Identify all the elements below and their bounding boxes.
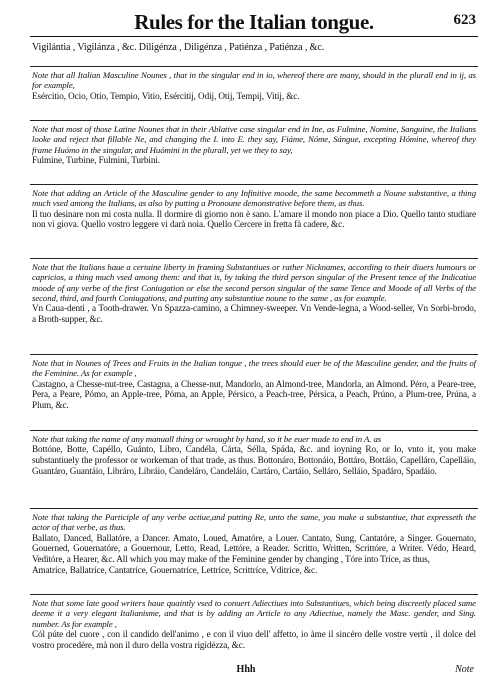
rule-example: Fulmine, Turbine, Fulmini, Turbini. [32,154,160,165]
page-number: 623 [453,12,476,28]
page-footer [0,664,492,680]
section-divider [30,508,478,509]
header-rule [30,36,478,37]
section-divider [30,594,478,595]
section-divider [30,184,478,185]
rule-note: Note that taking the Participle of any verbe actiue,and putting Re, unto the same, you make a substantiue, that expresseth the actor of that verbe, as thus. [32,512,476,533]
section-divider [30,430,478,431]
rule-example: Cól púte del cuore , con il candido dell'animo , e con il viuo dell' affetto, io àme il sincéro delle vostre vertù , il dolce del vostro procedére, mà non il duro della vostra rigidézza, &c. [32,628,476,650]
vocab-line: Vigilántia , Vigilánza , &c. Diligénza , Diligénza , Patiénza , Patiénza , &c. [32,42,325,53]
rule-example: Castagno, a Chesse-nut-tree, Castagna, a Chesse-nut, Mandorlo, an Almond-tree, Mandorla, an Almond. Péro, a Peare-tree, Pera, a Peare, Pómo, an Apple-tree, Póma, an Apple, Pérsico, a Peach-tree, Pérsica, a Peach, Prúno, a Plum-tree, Prúna, a Plum, &c. [32,378,476,411]
rule-section-7 [32,512,476,576]
catchword: Note [455,664,474,675]
section-divider [30,120,478,121]
rule-note: Note that the Italians haue a certaine liberty in framing Substantiues or rather Nicknames, according to their diuers humours or capricios, a thing much vsed among them: and that is, by taking the third person singular of the Present tence of the Indicatiue moode of any verbe of the first Coniugation or else the second person singular of the same Tence and Moode of all Verbs of the second, third, and fourth Coniugations, and putting any substantiue noune to the same , as for example. [32,262,476,303]
rule-note: Note that all Italian Masculine Nounes , that in the singular end in io, whereof there are many, should in the plurall end in ij, as for example, [32,70,476,91]
rule-section-2 [32,124,476,166]
section-divider [30,66,478,67]
rule-example: Ballato, Danced, Ballatóre, a Dancer. Amato, Loued, Amatóre, a Louer. Cantato, Sung, Cantatóre, a Singer. Gouernato, Gouerned, Gouernatóre, a Gouernour, Letto, Read, Lettóre, a Reader. Scritto, Written, Scrittóre, a Writer. Védo, Heard, Veditóre, a Hearer, &c. All which you may make of the Feminine gender by changing , Tóre into Tríce, as thus, [32,532,476,565]
rule-section-5 [32,358,476,411]
rule-example: Esércitio, Ocio, Otio, Tempio, Vitio, Esércitij, Odij, Otij, Tempij, Vitij, &c. [32,90,300,101]
rule-note: Note that most of those Latine Nounes that in their Ablative case singular end in Ine, as Fulmine, Nomine, Sanguine, the Italians looke and reject that fillable Ne, and changing the I. into E. they say, Fiáme, Nóme, Sángue, excepting Hómine, whereof they frame Huómo in the singular, and Huómini in the plurall, yet we they to say, [32,124,476,155]
running-title: Rules for the Italian tongue. [134,10,374,34]
rule-example-feminine: Amatríce, Ballatríce, Cantatríce, Gouernatríce, Lettríce, Scrittríce, Vditríce, &c. [32,564,318,575]
rule-section-6 [32,434,476,477]
rule-section-8 [32,598,476,650]
section-divider [30,258,478,259]
rule-section-4 [32,262,476,325]
rule-section-1 [32,70,476,101]
rule-section-3 [32,188,476,230]
signature-mark: Hhh [236,664,256,675]
page-header [30,8,478,38]
rule-note: Note that taking the name of any manuall thing or wrought by hand, so it be euer made to end in A. as [32,434,382,444]
rule-note: Note that adding an Article of the Masculine gender to any Infinitive moode, the same becommeth a Noune substantive, a thing much vsed among the Italians, as also by putting a Pronoune demonstrative before them, as thus. [32,188,476,209]
rule-example: Bottóne, Botte, Capéllo, Guánto, Libro, Candéla, Cárta, Sélla, Spáda, &c. and ioyning Ro, or Io, vnto it, you make substantiuely the professor or workeman of that trade, as thus. Bottonáro, Bottonáio, Bottáro, Bottáio, Capelláro, Capelláio, Guantáro, Guantáio, Libráro, Libráio, Candeláro, Candeláio, Cartáro, Cartáio, Selláro, Selláio, Spadáro, Spadáio. [32,444,476,476]
rule-example: Il tuo desinare non mi costa nulla. Il dormire di giorno non è sano. L'amare il mondo non piace a Dio. Quello tanto studiare non vi giova. Quello vostro leggere vi darà noia. Quello Cercere in fretta fà cadere, &c. [32,208,476,230]
rule-note: Note that some late good writers haue quaintly vsed to conuert Adiectiues into Substantiues, which being discreetly placed same deeme it a very elegant Italianisme, and that is by adding an Article to any Adiectiue, namely the Masc. gender, and Sing. number. As for example , [32,598,476,629]
rule-example: Vn Caua-denti , a Tooth-drawer. Vn Spazza-camino, a Chimney-sweeper. Vn Vende-legna, a Wood-seller, Vn Sorbi-brodo, a Broth-supper, &c. [32,303,476,324]
section-divider [30,354,478,355]
rule-note: Note that in Nounes of Trees and Fruits in the Italian tongue , the trees should euer be of the Masculine gender, and the fruits of the Feminine. As for example , [32,358,476,379]
